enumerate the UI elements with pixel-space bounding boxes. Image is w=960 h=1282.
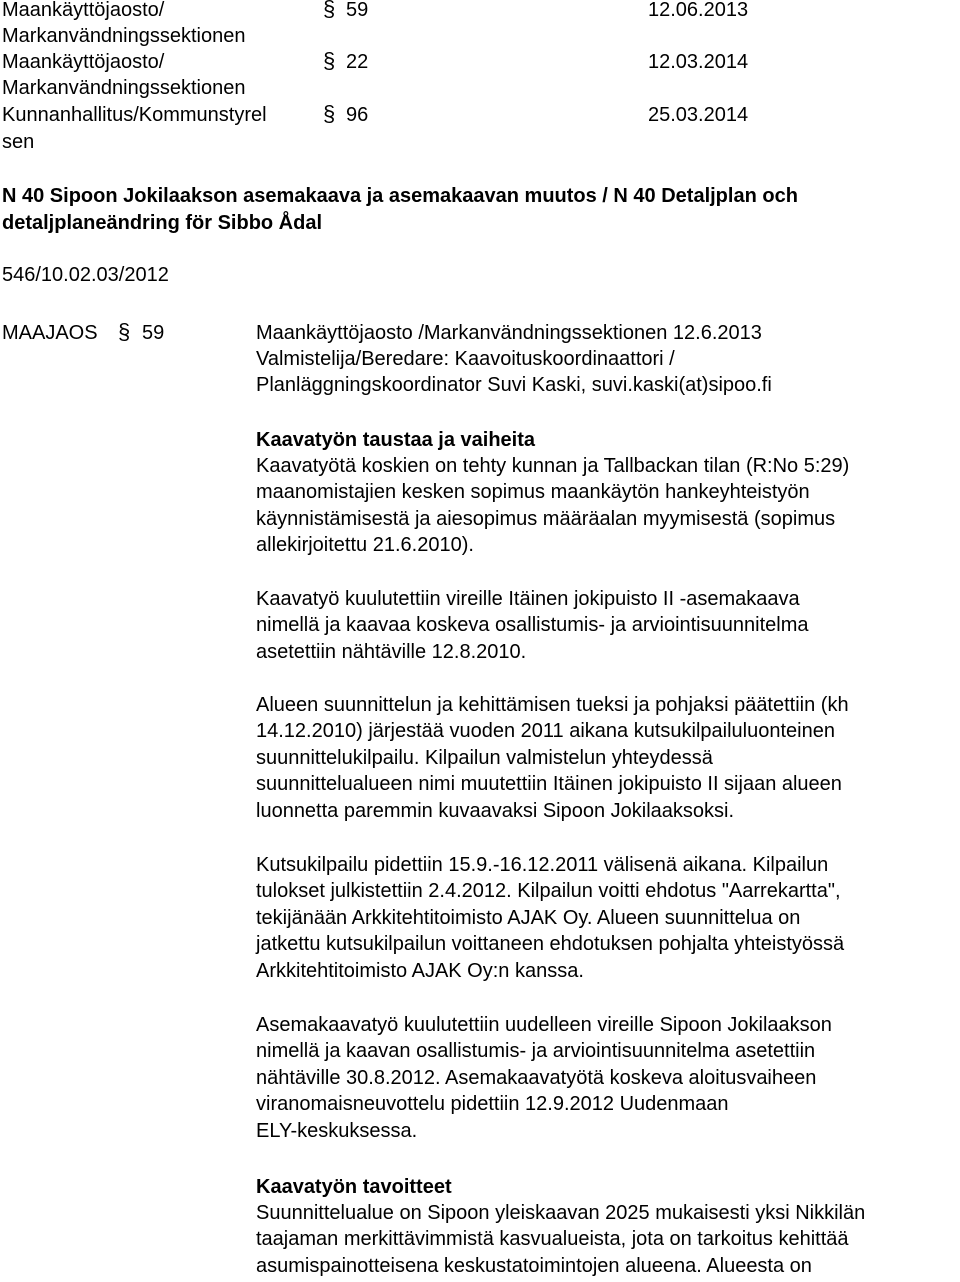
section-sign: § (118, 319, 131, 344)
paragraph-line: Asemakaavatyö kuulutettiin uudelleen vireille Sipoon Jokilaakson (256, 1014, 832, 1036)
paragraph (256, 1012, 960, 1144)
paragraph (256, 692, 960, 824)
paragraph (256, 586, 960, 665)
history-number: 22 (346, 51, 369, 73)
paragraph-line: käynnistämisestä ja aiesopimus määräalan myymisestä (sopimus (256, 507, 836, 530)
history-body-line: Maankäyttöjaosto/ (2, 51, 165, 73)
history-body-line: sen (2, 131, 35, 153)
paragraph (256, 852, 960, 984)
paragraph-line: maanomistajien kesken sopimus maankäytön hankeyhteistyön (256, 481, 810, 504)
history-date: 25.03.2014 (648, 104, 749, 126)
paragraph-line: Arkkitehtitoimisto AJAK Oy:n kanssa. (256, 959, 584, 982)
meeting-body: MAAJAOS (2, 322, 98, 344)
history-date: 12.06.2013 (648, 0, 749, 21)
paragraph-line: allekirjoitettu 21.6.2010). (256, 534, 474, 557)
paragraph (256, 1200, 960, 1279)
paragraph-line: tulokset julkistettiin 2.4.2012. Kilpailun voitti ehdotus "Aarrekartta", (256, 880, 841, 903)
meeting-number: 59 (142, 322, 165, 344)
section-sign: § (323, 101, 336, 126)
history-body-line: Kunnanhallitus/Kommunstyrel (2, 104, 267, 126)
history-number: 96 (346, 104, 369, 126)
section-heading: Kaavatyön taustaa ja vaiheita (256, 429, 536, 451)
section-sign: § (323, 0, 336, 21)
paragraph-line: ELY-keskuksessa. (256, 1119, 418, 1142)
paragraph-line: Kutsukilpailu pidettiin 15.9.-16.12.2011 välisenä aikana. Kilpailun (256, 854, 829, 876)
history-body-line: Markanvändningssektionen (2, 77, 246, 99)
case-number: 546/10.02.03/2012 (2, 264, 169, 286)
paragraph-line: Suunnittelualue on Sipoon yleiskaavan 2025 mukaisesti yksi Nikkilän (256, 1202, 866, 1224)
meeting-line: Planläggningskoordinator Suvi Kaski, suvi.kaski(at)sipoo.fi (256, 374, 772, 396)
paragraph-line: nimellä ja kaavan osallistumis- ja arviointisuunnitelma asetettiin (256, 1040, 816, 1063)
paragraph-line: asumispainotteisena keskustatoimintojen alueena. Alueesta on (256, 1254, 812, 1277)
section-sign: § (323, 48, 336, 73)
paragraph-line: taajaman merkittävimmistä kasvualueista, jota on tarkoitus kehittää (256, 1228, 849, 1251)
item-title-line: N 40 Sipoon Jokilaakson asemakaava ja asemakaavan muutos / N 40 Detaljplan och (2, 185, 798, 207)
paragraph-line: nähtäville 30.8.2012. Asemakaavatyötä koskeva aloitusvaiheen (256, 1066, 817, 1089)
paragraph-line: Kaavatyötä koskien on tehty kunnan ja Tallbackan tilan (R:No 5:29) (256, 455, 850, 477)
paragraph (256, 453, 960, 559)
paragraph-line: luonnetta paremmin kuvaavaksi Sipoon Jokilaaksoksi. (256, 799, 735, 822)
paragraph-line: suunnittelukilpailu. Kilpailun valmistelun yhteydessä (256, 746, 713, 769)
history-number: 59 (346, 0, 369, 21)
paragraph-line: viranomaisneuvottelu pidettiin 12.9.2012 Uudenmaan (256, 1093, 729, 1116)
meeting-line: Valmistelija/Beredare: Kaavoituskoordinaattori / (256, 348, 675, 370)
paragraph-line: tekijänään Arkkitehtitoimisto AJAK Oy. Alueen suunnittelua on (256, 906, 801, 929)
section-heading: Kaavatyön tavoitteet (256, 1176, 452, 1198)
history-date: 12.03.2014 (648, 51, 749, 73)
paragraph-line: suunnittelualueen nimi muutettiin Itäinen jokipuisto II sijaan alueen (256, 773, 842, 796)
history-body-line: Markanvändningssektionen (2, 25, 246, 47)
paragraph-line: 14.12.2010) järjestää vuoden 2011 aikana kutsukilpailuluonteinen (256, 720, 835, 743)
paragraph-line: nimellä ja kaavaa koskeva osallistumis- ja arviointisuunnitelma (256, 614, 809, 637)
paragraph-line: jatkettu kutsukilpailun voittaneen ehdotuksen pohjalta yhteistyössä (256, 933, 845, 956)
paragraph-line: Kaavatyö kuulutettiin vireille Itäinen jokipuisto II -asemakaava (256, 588, 800, 610)
paragraph-line: Alueen suunnittelun ja kehittämisen tueksi ja pohjaksi päätettiin (kh (256, 694, 849, 716)
meeting-line: Maankäyttöjaosto /Markanvändningssektionen 12.6.2013 (256, 322, 762, 344)
item-title-line: detaljplaneändring för Sibbo Ådal (2, 212, 323, 234)
history-body-line: Maankäyttöjaosto/ (2, 0, 165, 21)
paragraph-line: asetettiin nähtäville 12.8.2010. (256, 640, 527, 663)
